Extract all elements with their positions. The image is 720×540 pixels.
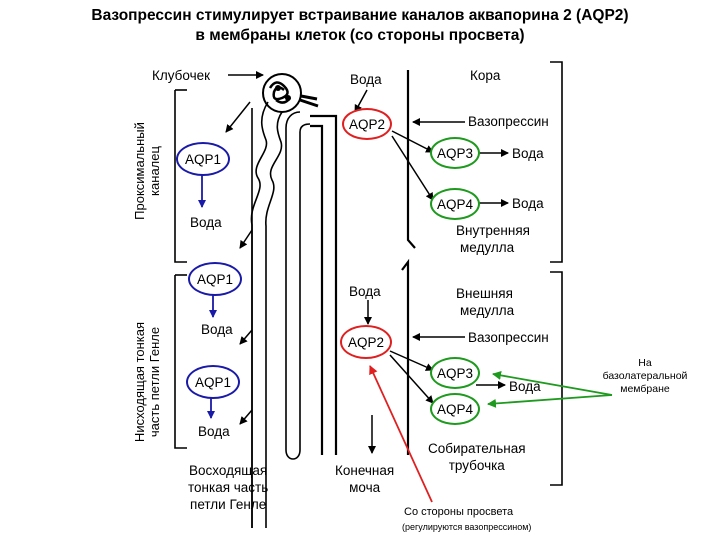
water-label-top: Вода	[350, 72, 382, 87]
aqp4-channel-top: AQP4	[430, 188, 480, 220]
aqp2-channel-top: AQP2	[342, 108, 392, 140]
aqp1-channel-descending-1: AQP1	[188, 262, 242, 296]
water-label-aqp3-top: Вода	[512, 146, 544, 161]
aqp1-channel-descending-2: AQP1	[186, 365, 240, 399]
aqp3-channel-bottom: AQP3	[430, 357, 480, 389]
collecting-duct-label: Собирательная трубочка	[428, 441, 526, 473]
aqp4-channel-bottom: AQP4	[430, 393, 480, 425]
aqp3-channel-top: AQP3	[430, 137, 480, 169]
water-label-proximal: Вода	[190, 215, 222, 230]
outer-medulla-label: Внешняя медулла	[456, 286, 515, 318]
proximal-tubule-label: Проксимальный каналец	[132, 122, 162, 220]
water-label-middle: Вода	[349, 284, 381, 299]
title-line-1: Вазопрессин стимулирует встраивание каналов аквапорина 2 (AQP2)	[91, 7, 629, 24]
glomerulus-label: Клубочек	[152, 68, 211, 83]
title-line-2: в мембраны клеток (со стороны просвета)	[195, 27, 525, 44]
glomerulus-shape	[263, 74, 318, 112]
basolateral-annotation: На базолатеральной мембране	[602, 357, 688, 395]
ascending-limb-label: Восходящая тонкая часть петли Генле	[188, 463, 269, 512]
water-label-bottom: Вода	[509, 379, 541, 394]
inner-medulla-label: Внутренняя медулла	[456, 223, 530, 255]
water-label-descending-1: Вода	[201, 322, 233, 337]
water-label-descending-2: Вода	[198, 424, 230, 439]
aqp2-channel-bottom: AQP2	[340, 325, 392, 359]
vasopressin-label-bottom: Вазопрессин	[468, 330, 549, 345]
lumen-annotation: Со стороны просвета	[404, 506, 514, 518]
aqp1-channel-proximal: AQP1	[176, 142, 230, 176]
final-urine-label: Конечная моча	[335, 463, 395, 495]
lumen-annotation-sub: (регулируются вазопрессином)	[402, 522, 532, 532]
descending-limb-label: Нисходящая тонкая часть петли Генле	[132, 321, 162, 443]
water-label-aqp4-top: Вода	[512, 196, 544, 211]
vasopressin-label-top: Вазопрессин	[468, 114, 549, 129]
cortex-label: Кора	[470, 68, 501, 83]
